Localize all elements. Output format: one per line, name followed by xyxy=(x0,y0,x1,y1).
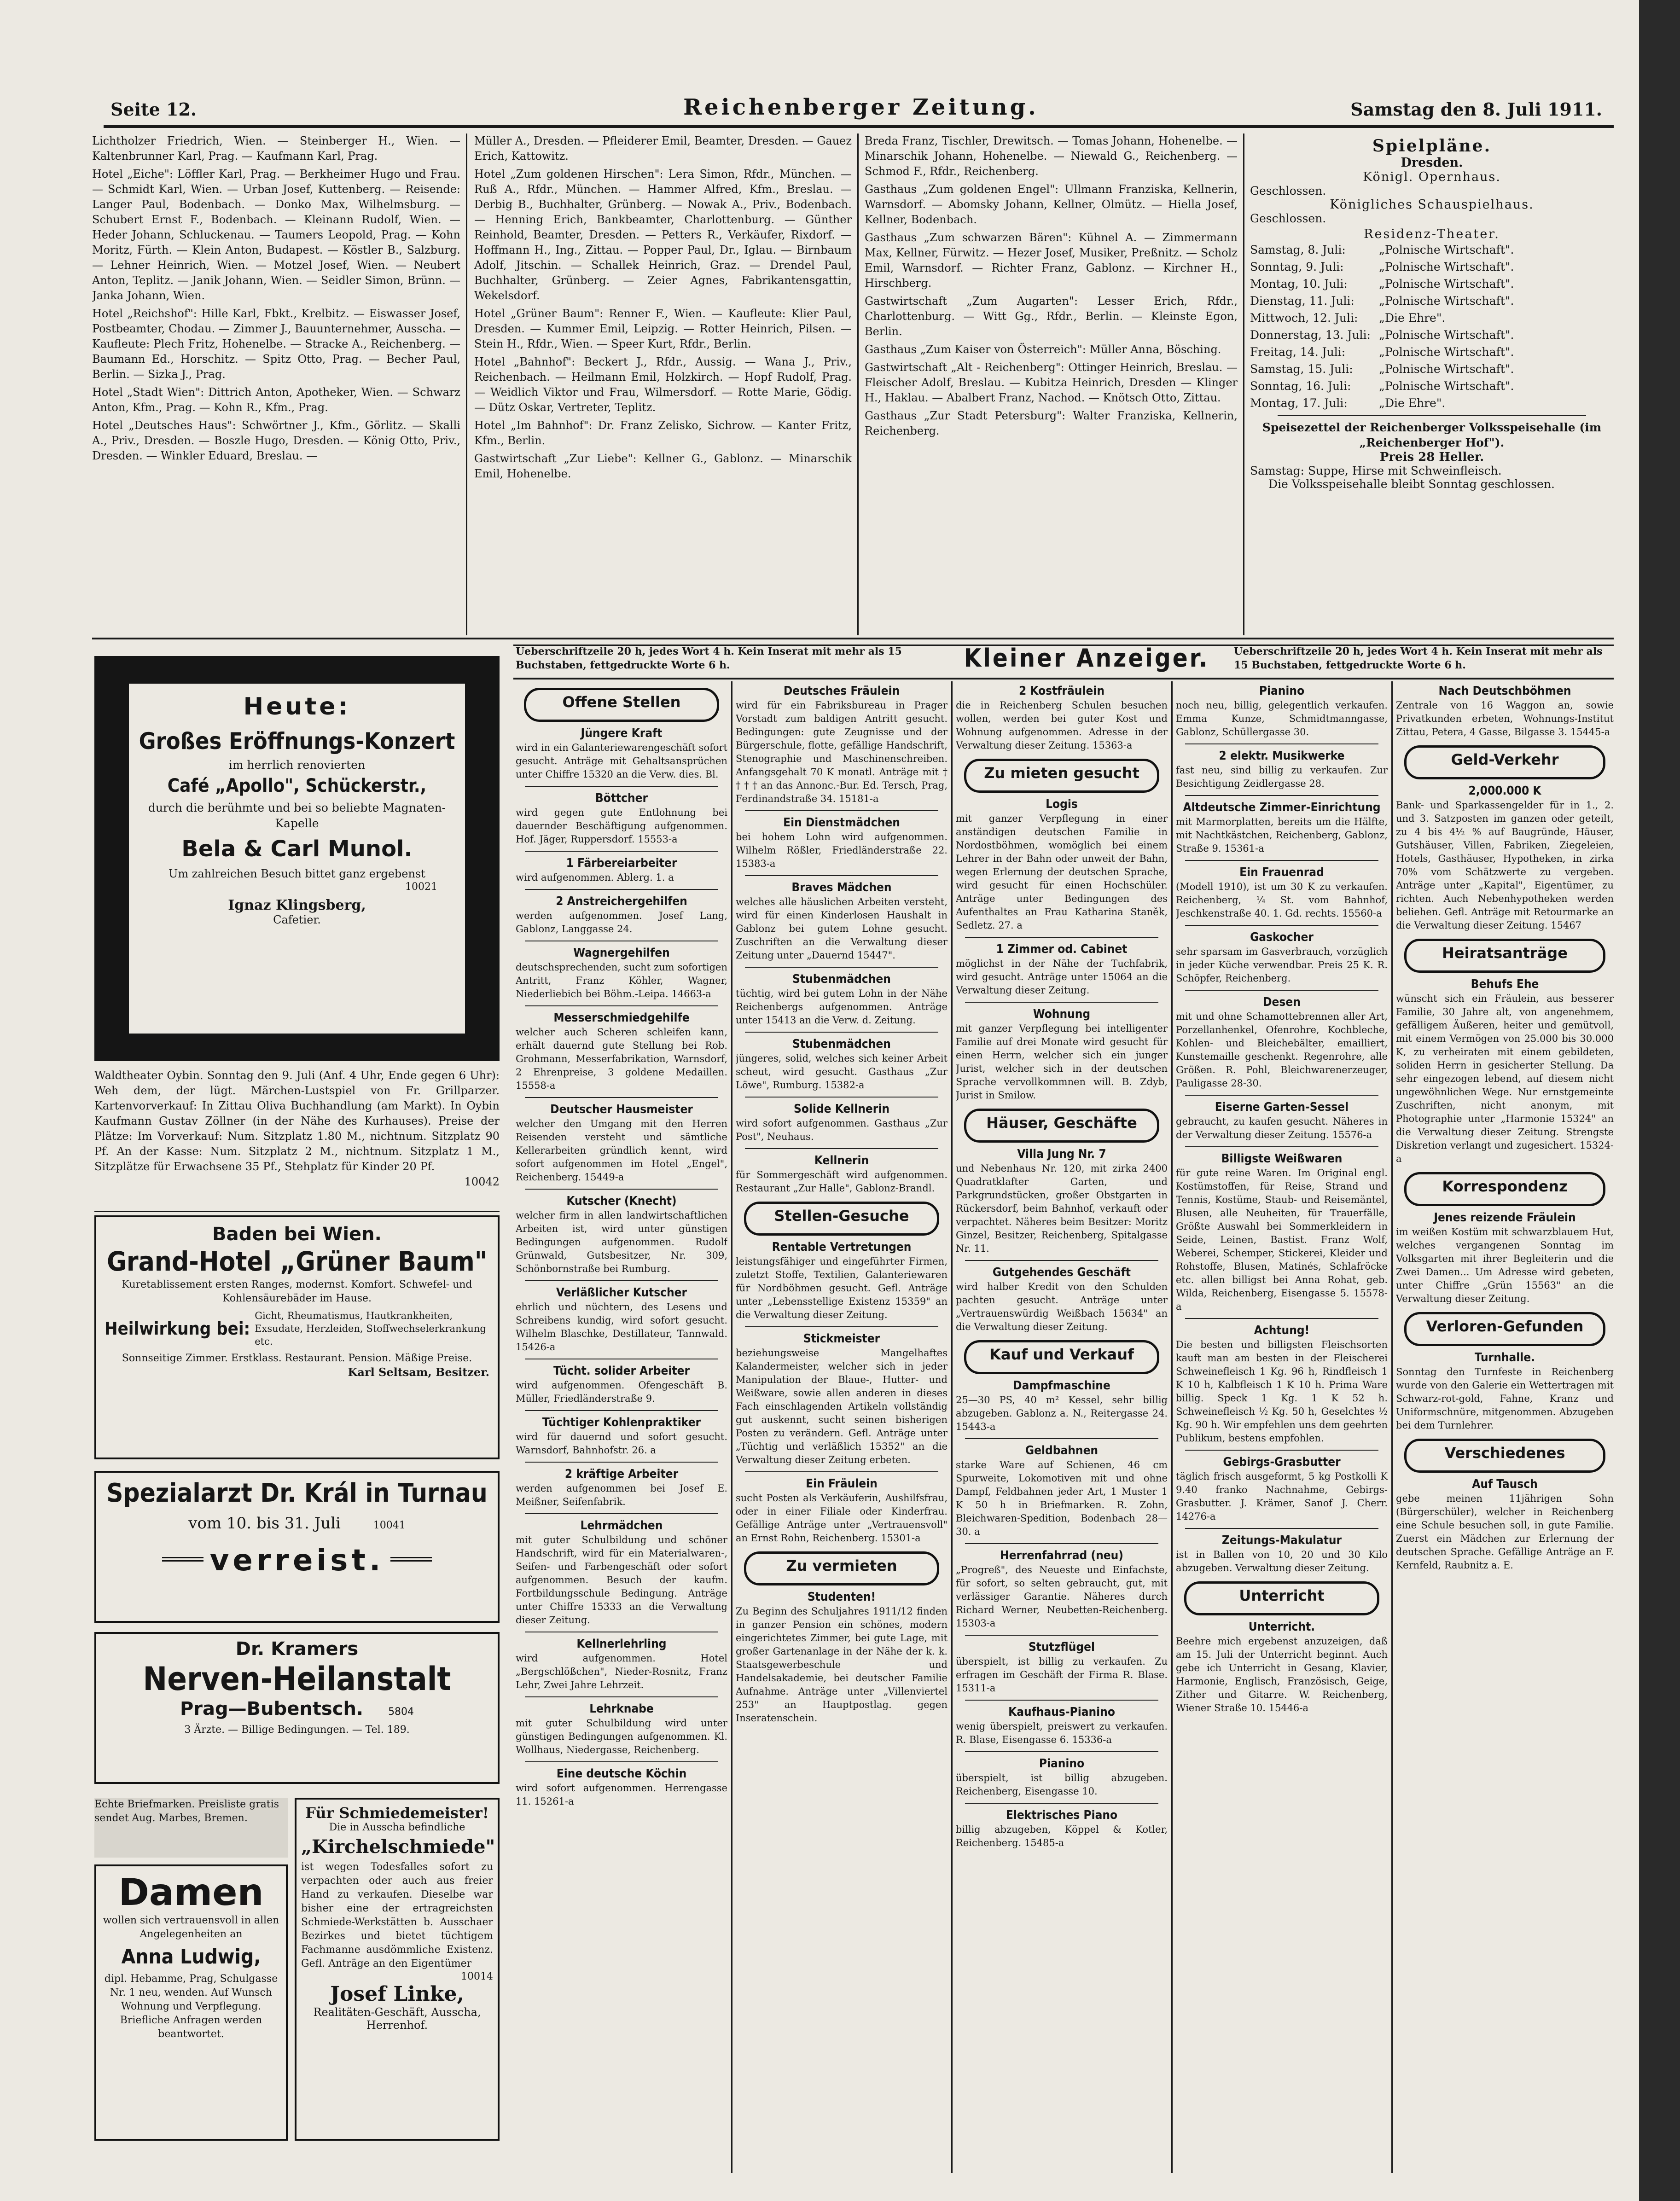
divider xyxy=(745,1326,938,1327)
ad-headline: Jenes reizende Fräulein xyxy=(1434,1211,1576,1225)
ad-text: starke Ware auf Schienen, 46 cm Spurweite, Lokomotiven mit und ohne Dampf, Feldbahnen jeder Art, 1 Muster 1 K 50 h in Briefmarken. R. Zohn, Bleichwaren-Spedition, Bodenbach 28—30. a xyxy=(956,1459,1168,1537)
divider xyxy=(525,1696,718,1697)
section-heading: Verschiedenes xyxy=(1404,1439,1605,1473)
schedule-row: Samstag, 8. Juli: „Polnische Wirtschaft". xyxy=(1250,243,1514,256)
schedule-row: Donnerstag, 13. Juli: „Polnische Wirtschaft". xyxy=(1250,328,1514,342)
ad-headline: Billigste Weißwaren xyxy=(1221,1152,1343,1166)
baden-heilwirkung: Heilwirkung bei: xyxy=(105,1318,250,1339)
ad-headline: Eiserne Garten-Sessel xyxy=(1215,1100,1349,1114)
divider xyxy=(1185,1450,1378,1451)
ad-text: wird halber Kredit von den Schulden pachten gesucht. Anträge unter „Vertrauenswürdig Weißbach 15634" an die Verwaltung dieser Zeitung. xyxy=(956,1281,1168,1332)
divider xyxy=(1185,1095,1378,1096)
ad-headline: Jüngere Kraft xyxy=(581,726,663,740)
ad-text: Zu Beginn des Schuljahres 1911/12 finden in ganzer Pension ein schönes, modern eingerichtetes Zimmer, bei gute Lage, mit großer Gartenanlage in der Nähe der k. k. Staatsgewerbeschule und Handelsakademie, bei deutscher Familie Aufnahme. Anträge unter „Villenviertel 253" an Hauptpostlag. gegen Inseratenschein. xyxy=(736,1606,948,1724)
list-item: Gasthaus „Zum schwarzen Bären": Kühnel A. — Zimmermann Max, Kellner, Fürwitz. — Hezer Josef, Musiker, Preßnitz. — Scholz Emil, Warnsdorf. — Richter Franz, Gablonz. — Kirchner H., Hirschberg. xyxy=(865,231,1238,290)
ad-headline: Verläßlicher Kutscher xyxy=(556,1286,687,1300)
ad-text: sucht Posten als Verkäuferin, Aushilfsfrau, oder in einer Filiale oder Kinderfrau. Gefällige Anträge unter „Vertrauensvoll" an Ernst Rohn, Reichenberg. 15301-a xyxy=(736,1492,948,1544)
list-item: Breda Franz, Tischler, Drewitsch. — Tomas Johann, Hohenelbe. — Minarschik Johann, Hohenelbe. — Niewald G., Reichenberg. — Schmod F., Rfdr., Reichenberg. xyxy=(865,134,1238,178)
ad-text: welches alle häuslichen Arbeiten versteht, wird für einen Kinderlosen Haushalt in Gablonz bei gutem Lohne gesucht. Zuschriften an die Verwaltung dieser Zeitung unter „Dauernd 15447". xyxy=(736,896,948,961)
divider xyxy=(525,786,718,787)
divider xyxy=(745,1471,938,1472)
ad-headline: 1 Färbereiarbeiter xyxy=(566,856,677,870)
page-number: Seite 12. xyxy=(110,99,197,120)
ad-text: täglich frisch ausgeformt, 5 kg Postkolli K 9.40 franko Nachnahme, Gebirgs-Grasbutter. J. Krämer, Sanof J. Cherr. 14276-a xyxy=(1176,1471,1388,1522)
kramer-ref: 5804 xyxy=(388,1706,414,1718)
section-heading: Geld-Verkehr xyxy=(1404,745,1605,779)
classified-col-5 xyxy=(1396,681,1614,2173)
list-item: Gasthaus „Zur Stadt Petersburg": Walter Franziska, Kellnerin, Reichenberg. xyxy=(865,409,1238,437)
section-heading: Häuser, Geschäfte xyxy=(964,1109,1159,1143)
ad-headline: Deutsches Fräulein xyxy=(783,684,900,698)
ad-headline: Ein Frauenrad xyxy=(1239,865,1324,879)
guest-list-col3 xyxy=(865,134,1238,635)
ad-headline: 2 kräftige Arbeiter xyxy=(564,1467,679,1481)
ad-headline: Braves Mädchen xyxy=(791,881,892,894)
schmiede-text2: ist wegen Todesfalles sofort zu verpachten oder auch aus freier Hand zu verkaufen. Dieselbe war bisher eine der ertragreichsten Schmiede-Werkstätten b. Ausschaer Bezirkes und bietet tüchtigem Fachmanne ausdömmliche Existenz. Gefl. Anträge an den Eigentümer xyxy=(301,1861,493,1969)
divider xyxy=(525,1761,718,1762)
list-item: Hotel „Stadt Wien": Dittrich Anton, Apotheker, Wien. — Schwarz Anton, Kfm., Prag. — Kohn R., Kfm., Prag. xyxy=(92,386,460,414)
ad-text: wird aufgenommen. Ofengeschäft B. Müller, Friedländerstraße 9. xyxy=(516,1380,727,1404)
ad-headline: Tücht. solider Arbeiter xyxy=(553,1364,690,1378)
ad-headline: 2 elektr. Musikwerke xyxy=(1219,749,1345,763)
ad-text: fast neu, sind billig zu verkaufen. Zur Besichtigung Zeidlergasse 28. xyxy=(1176,765,1388,789)
guest-list-col1 xyxy=(92,134,460,635)
list-item: Gastwirtschaft „Zur Liebe": Kellner G., Gablonz. — Minarschik Emil, Hohenelbe. xyxy=(474,452,852,480)
ad-headline: Zeitungs-Makulatur xyxy=(1221,1533,1342,1547)
list-item: Hotel „Deutsches Haus": Schwörtner J., Kfm., Görlitz. — Skalli A., Priv., Dresden. — Boszle Hugo, Dresden. — König Otto, Priv., Dresden. — Winkler Eduard, Breslau. — xyxy=(92,419,460,462)
divider xyxy=(1185,1146,1378,1147)
ad-headline: Geldbahnen xyxy=(1025,1444,1099,1458)
ad-text: möglichst in der Nähe der Tuchfabrik, wird gesucht. Anträge unter 15064 an die Verwaltung dieser Zeitung. xyxy=(956,958,1168,996)
ad-text: werden aufgenommen bei Josef E. Meißner, Seifenfabrik. xyxy=(516,1483,727,1507)
baden-heil-text: Gicht, Rheumatismus, Hautkrankheiten, Exsudate, Herzleiden, Stoffwechselerkrankung etc. xyxy=(255,1310,486,1347)
divider xyxy=(965,1438,1158,1439)
schmiede-title: Für Schmiedemeister! xyxy=(305,1804,489,1822)
ad-headline: Altdeutsche Zimmer-Einrichtung xyxy=(1183,801,1381,814)
divider xyxy=(1185,1528,1378,1529)
ad-text: wird aufgenommen. Hotel „Bergschlößchen", Nieder-Rosnitz, Franz Lehr, Zwei Jahre Lehrzeit. xyxy=(516,1653,727,1690)
damen-name: Anna Ludwig, xyxy=(121,1945,261,1969)
divider xyxy=(965,937,1158,938)
ad-headline: Stubenmädchen xyxy=(792,1037,891,1051)
schedule-row: Mittwoch, 12. Juli: „Die Ehre". xyxy=(1250,311,1446,325)
ad-text: wünscht sich ein Fräulein, aus besserer Familie, 30 Jahre alt, von angenehmem, gefälligem Äußeren, heiter und gemütvoll, mit einem Vermögen von 25.000 bis 30.000 K, zu verheiraten mit einem gebildeten, soliden Herrn in gesicherter Stellung. Da sehr eingezogen lebend, auf diesem nicht ungewöhnlichen Wege. Nur ernstgemeinte Zuschriften, nicht anonym, mit Photographie unter „Harmonie 15324" an die Verwaltung dieser Zeitung. Strengste Diskretion verlangt und zugesichert. 15324-a xyxy=(1396,993,1614,1164)
section-heading: Unterricht xyxy=(1184,1581,1379,1615)
ad-rule xyxy=(94,1211,500,1212)
ad-text: mit und ohne Schamottebrennen aller Art, Porzellanhenkel, Ofenrohre, Kochbleche, Kohlen- und Bleichebälter, emailliert, Kunstemaille geschenkt. Regenrohre, alle Größen. R. Pohl, Bleichwarenerzeuger, Pauligasse 28-30. xyxy=(1176,1011,1388,1089)
ad-text: wird aufgenommen. Ablerg. 1. a xyxy=(516,872,674,883)
ad-headline: Dampfmaschine xyxy=(1013,1379,1110,1393)
concert-sub: im herrlich renovierten xyxy=(228,758,366,772)
list-item: Gasthaus „Zum goldenen Engel": Ullmann Franziska, Kellnerin, Warnsdorf. — Abomsky Johann, Kellner, Olmütz. — Hiella Josef, Kellner, Bodenbach. xyxy=(865,183,1238,226)
schedule-title: Spielpläne. xyxy=(1372,136,1492,156)
schmiede-owner2: Realitäten-Geschäft, Ausscha, Herrenhof. xyxy=(313,2006,481,2032)
ad-headline: Elektrisches Piano xyxy=(1006,1808,1118,1822)
ad-text: werden aufgenommen. Josef Lang, Gablonz, Langgasse 24. xyxy=(516,910,727,935)
section-heading: Heiratsanträge xyxy=(1404,939,1605,973)
concert-owner: Ignaz Klingsberg, xyxy=(228,897,366,913)
schedule-row: Sonntag, 9. Juli: „Polnische Wirtschaft". xyxy=(1250,260,1514,273)
schedule-row: Dienstag, 11. Juli: „Polnische Wirtschaft". xyxy=(1250,294,1514,308)
divider xyxy=(1278,415,1586,416)
masthead: Reichenberger Zeitung. xyxy=(683,94,1039,120)
divider xyxy=(965,1700,1158,1701)
ad-text: deutschsprechenden, sucht zum sofortigen Antritt, Franz Köhler, Wagner, Niederliebich bei Böhm.-Leipa. 14663-a xyxy=(516,962,727,999)
baden-city: Baden bei Wien. xyxy=(212,1224,382,1245)
ad-headline: Lehrknabe xyxy=(589,1702,654,1716)
divider xyxy=(965,1002,1158,1003)
ad-text: wird für ein Fabriksbureau in Prager Vorstadt zum baldigen Antritt gesucht. Bedingungen: gute Zeugnisse und der Bürgerschule, flotte, gefällige Handschrift, Stenographie und Maschinenschreiben. Anfangsgehalt 70 K monatl. Anträge mit † † † † an das Annonc.-Bur. Ed. Tersch, Prag, Ferdinandstraße 34. 15181-a xyxy=(736,700,948,804)
column-rule xyxy=(857,134,859,635)
divider xyxy=(1185,795,1378,796)
guest-list-col2 xyxy=(474,134,852,635)
ad-text: ist in Ballen von 10, 20 und 30 Kilo abzugeben. Verwaltung dieser Zeitung. xyxy=(1176,1549,1388,1574)
divider xyxy=(1185,860,1378,861)
list-item: Gastwirtschaft „Alt - Reichenberg": Ottinger Heinrich, Breslau. — Fleischer Adolf, Breslau. — Kubitza Heinrich, Dresden — Klinger H., Haklau. — Abalbert Franz, Nachod. — Knötsch Otto, Zittau. xyxy=(865,361,1238,404)
ad-headline: 2 Anstreichergehilfen xyxy=(556,894,687,908)
ad-headline: Villa Jung Nr. 7 xyxy=(1017,1147,1106,1161)
ad-text: wird in ein Galanteriewarengeschäft sofort gesucht. Anträge mit Gehaltsansprüchen unter Chiffre 15320 an die Verw. dies. Bl. xyxy=(516,742,727,780)
concert-request: Um zahlreichen Besuch bittet ganz ergebenst xyxy=(169,867,425,880)
ad-text: jüngeres, solid, welches sich keiner Arbeit scheut, wird gesucht. Gasthaus „Zur Löwe", Rumburg. 15382-a xyxy=(736,1053,948,1091)
divider xyxy=(965,1803,1158,1804)
list-item: Müller A., Dresden. — Pfleiderer Emil, Beamter, Dresden. — Gauez Erich, Kattowitz. xyxy=(474,134,852,163)
ad-text: Zentrale von 16 Waggon an, sowie Privatkunden erbeten, Wohnungs-Institut Zittau, Petera, 4 Gasse, Bilgasse 3. 15445-a xyxy=(1396,700,1614,738)
ad-headline: Behufs Ehe xyxy=(1471,977,1539,991)
ad-text: bei hohem Lohn wird aufgenommen. Wilhelm Rößler, Friedländerstraße 22. 15383-a xyxy=(736,831,948,869)
ad-text: noch neu, billig, gelegentlich verkaufen. Emma Kunze, Schmidtmanngasse, Gablonz, Schüllergasse 30. xyxy=(1176,700,1388,738)
ad-headline: Desen xyxy=(1263,995,1301,1009)
ad-headline: 2,000.000 K xyxy=(1468,784,1541,798)
ad-text: wird sofort aufgenommen. Gasthaus „Zur Post", Neuhaus. xyxy=(736,1118,948,1142)
ad-text: Bank- und Sparkassengelder für in 1., 2. und 3. Satzposten im ganzen oder geteilt, zu 4 bis 4½ % auf Baugründe, Häuser, Gutshäuser, Villen, Fabriken, Ziegeleien, Hotels, Gasthäuser, Hypotheken, in zirka 70% vom Schätzwerte zu vergeben. Anträge unter „Kapital", Eigentümer, zu richten. Auch Nebenhypotheken werden beliehen. Gefl. Anträge mit Retourmarke an die Verwaltung dieser Zeitung. 15467 xyxy=(1396,800,1614,931)
concert-by: durch die berühmte und bei so beliebte Magnaten-Kapelle xyxy=(148,801,446,830)
ad-text: für gute reine Waren. Im Original engl. Kostümstoffen, für Reise, Strand und Tennis, Kostüme, Staub- und Reisemäntel, Blusen, alle Neuheiten, für Trauerfälle, Größte Auswahl bei Sommerkleidern in Seide, Leinen, Bastist. Franz Wolf, Weberei, Schemper, Stickerei, Kleider und Rohstoffe, Blusen, Matinés, Schlafröcke etc. allen billigst bei Anna Rohat, geb. Wilda, Reichenberg, Eisengasse 5. 15578-a xyxy=(1176,1167,1388,1312)
ad-headline: Auf Tausch xyxy=(1472,1477,1538,1491)
divider xyxy=(525,889,718,890)
ad-text: Sonntag den Turnfeste in Reichenberg wurde von den Galerie ein Wettertragen mit Schwarz-rot-gold, Fahne, Kranz und Uniformschnüre, mitgenommen. Abzugeben bei dem Turnlehrer. xyxy=(1396,1366,1614,1431)
divider xyxy=(1185,990,1378,991)
ad-text: Die besten und billigsten Fleischsorten kauft man am besten in der Fleischerei Schweinefleisch 1 Kg. 96 h, Rindfleisch 1 K 10 h, Kalbfleisch 1 K 10 h. Prima Ware billig. Speck 1 Kg. 1 K 52 h. Schweinefleisch ½ Kg. 50 h, Geselchtes ½ Kg. 90 h. Wir empfehlen uns dem geehrten Publikum, bestens empfohlen. xyxy=(1176,1339,1388,1444)
ad-text: wird gegen gute Entlohnung bei dauernder Beschäftigung aufgenommen. Hof. Jäger, Ruppersdorf. 15553-a xyxy=(516,807,727,845)
list-item: Hotel „Bahnhof": Beckert J., Rfdr., Aussig. — Wana J., Priv., Reichenbach. — Heilmann Emil, Holzkirch. — Hopf Rudolf, Prag. — Weidlich Viktor und Frau, Wilmersdorf. — Rotte Marie, Gödig. — Dütz Oskar, Vertreter, Teplitz. xyxy=(474,355,852,414)
kramer-ad xyxy=(94,1632,500,1784)
kramer-footer: 3 Ärzte. — Billige Bedingungen. — Tel. 189. xyxy=(184,1724,410,1736)
divider xyxy=(525,1462,718,1463)
divider xyxy=(745,1097,938,1098)
divider xyxy=(965,1260,1158,1261)
ad-text: welcher firm in allen landwirtschaftlichen Arbeiten ist, wird unter günstigen Bedingungen aufgenommen. Rudolf Grünwald, Gutsbesitzer, Nr. 309, Schönbornstraße bei Rumburg. xyxy=(516,1210,727,1274)
column-rule xyxy=(731,681,732,2173)
schmiede-ref: 10014 xyxy=(461,1971,493,1982)
ad-headline: Gebirgs-Grasbutter xyxy=(1223,1455,1341,1469)
ad-headline: 2 Kostfräulein xyxy=(1019,684,1104,698)
ad-text: ehrlich und nüchtern, des Lesens und Schreibens kundig, wird sofort gesucht. Wilhelm Blaschke, Destillateur, Tannwald. 15426-a xyxy=(516,1301,727,1353)
ad-text: „Progreß", des Neueste und Einfachste, für sofort, so selten gebraucht, gut, mit verlässiger Garantie. Näheres durch Richard Werner, Neubetten-Reichenberg. 15303-a xyxy=(956,1564,1168,1629)
column-rule xyxy=(951,681,953,2173)
baden-owner: Karl Seltsam, Besitzer. xyxy=(348,1365,489,1379)
ad-headline: Wohnung xyxy=(1033,1007,1091,1021)
concert-band: Bela & Carl Munol. xyxy=(181,836,413,862)
divider xyxy=(525,1410,718,1411)
ad-headline: Herrenfahrrad (neu) xyxy=(1000,1549,1123,1562)
section-heading: Kauf und Verkauf xyxy=(964,1340,1159,1374)
divider xyxy=(525,851,718,852)
baden-hotel-name: Grand-Hotel „Grüner Baum" xyxy=(107,1246,487,1277)
schmiede-owner: Josef Linke, xyxy=(330,1982,464,2006)
section-heading: Korrespondenz xyxy=(1404,1172,1605,1206)
column-rule xyxy=(466,134,467,635)
list-item: Hotel „Zum goldenen Hirschen": Lera Simon, Rfdr., München. — Ruß A., Rfdr., München. — Hammer Alfred, Kfm., Breslau. — Derbig B., Buchhalter, Grünberg. — Nowak A., Priv., Bodenbach. — Henning Erich, Bankbeamter, Charlottenburg. — Günther Reinhold, Beamter, Dresden. — Petters R., Verkäufer, Rixdorf. — Hoffmann H., Ing., Zittau. — Popper Paul, Dr., Iglau. — Birnbaum Adolf, Jitschin. — Schallek Heinrich, Graz. — Drendel Paul, Buchhalter, Grünberg. — Zeier Agnes, Fabrikantensgattin, Wekelsdorf. xyxy=(474,168,852,302)
schauspiel-status: Geschlossen. xyxy=(1250,212,1326,225)
ad-text: welcher auch Scheren schleifen kann, erhält dauernd gute Stellung bei Rob. Grohmann, Messerfabrikation, Warnsdorf, 2 Ehrenpreise, 3 goldene Medaillen. 15558-a xyxy=(516,1027,727,1091)
section-heading: Verloren-Gefunden xyxy=(1404,1312,1605,1346)
baden-line3: Sonnseitige Zimmer. Erstklass. Restaurant. Pension. Mäßige Preise. xyxy=(122,1353,472,1364)
ad-text: mit ganzer Verpflegung in einer anständigen deutschen Familie in Nordostböhmen, womöglich bei einem Lehrer in der Bahn oder unweit der Bahn, wegen Erlernung der deutschen Sprache, wird gesucht für einen Hochschüler. Anträge unter Bedingungen des Aufenthaltes an Frau Katharina Staněk, Sedletz. 27. a xyxy=(956,813,1168,931)
issue-date: Samstag den 8. Juli 1911. xyxy=(1350,99,1602,120)
speisezettel-menu: Samstag: Suppe, Hirse mit Schweinfleisch. xyxy=(1250,464,1502,477)
damen-text2: dipl. Hebamme, Prag, Schulgasse Nr. 1 neu, wenden. Auf Wunsch Wohnung und Verpflegung. Briefliche Anfragen werden beantwortet. xyxy=(104,1973,278,2040)
rates-note-right: Ueberschriftzeile 20 h, jedes Wort 4 h. Kein Inserat mit mehr als 15 Buchstaben, fettgedruckte Worte 6 h. xyxy=(1234,645,1603,671)
ad-headline: Gaskocher xyxy=(1250,930,1314,944)
divider xyxy=(525,1513,718,1514)
ad-text: tüchtig, wird bei gutem Lohn in der Nähe Reichenbergs aufgenommen. Anträge unter 15413 an die Verw. d. Zeitung. xyxy=(736,988,948,1026)
ad-text: gebe meinen 11jährigen Sohn (Bürgerschüler), welcher in Reichenberg eine Schule besuchen soll, in gute Familie. Zuerst ein Mädchen zur Erlernung der deutschen Sprache. Gefällige Anträge an F. Kernfeld, Raubnitz a. E. xyxy=(1396,1493,1614,1571)
list-item: Hotel „Grüner Baum": Renner F., Wien. — Kaufleute: Klier Paul, Dresden. — Kummer Emil, Leipzig. — Rotter Heinrich, Pilsen. — Stein H., Rfdr., Wien. — Speer Kurt, Rfdr., Berlin. xyxy=(474,307,852,350)
schauspiel-heading: Königliches Schauspielhaus. xyxy=(1330,197,1534,212)
ad-text: (Modell 1910), ist um 30 K zu verkaufen. Reichenberg, ¼ St. vom Bahnhof, Jeschkenstraße 40. 1. Gd. rechts. 15560-a xyxy=(1176,881,1388,919)
opera-heading: Königl. Opernhaus. xyxy=(1363,170,1501,184)
ad-text: billig abzugeben, Köppel & Kotler, Reichenberg. 15485-a xyxy=(956,1824,1168,1848)
divider xyxy=(1185,1318,1378,1319)
ad-headline: Ein Fräulein xyxy=(806,1477,878,1491)
damen-ad xyxy=(94,1864,288,2141)
ad-text: die in Reichenberg Schulen besuchen wollen, werden bei guter Kost und Wohnung aufgenommen. Adresse in der Verwaltung dieser Zeitung. 15363-a xyxy=(956,700,1168,751)
list-item: Hotel „Eiche": Löffler Karl, Prag. — Berkheimer Hugo und Frau. — Schmidt Karl, Wien. — Urban Josef, Kuttenberg. — Reisende: Langer Paul, Bodenbach. — Donko Max, Wilhelmsburg. — Schubert Ernst F., Bodenbach. — Kleinann Rudolf, Wien. — Heder Johann, Schluckenau. — Taumers Leopold, Prag. — Kohn Moritz, Fürth. — Klein Anton, Budapest. — Köstler B., Salzburg. — Lehner Heinrich, Wien. — Motzel Josef, Wien. — Neubert Anton, Teplitz. — Janik Johann, Wien. — Seidler Simon, Brünn. — Janka Johann, Wien. xyxy=(92,168,460,302)
ad-headline: Kellnerlehrling xyxy=(576,1637,667,1651)
section-heading: Offene Stellen xyxy=(524,688,719,722)
concert-ad xyxy=(94,656,500,1061)
concert-owner-role: Cafetier. xyxy=(273,913,321,926)
kramer-place: Prag—Bubentsch. xyxy=(180,1698,364,1719)
ad-text: und Nebenhaus Nr. 120, mit zirka 2400 Quadratklafter Garten, und Parkgrundstücken, großer Obstgarten in Rückersdorf, beim Bahnhof, verkauft oder verpachtet. Näheres beim Besitzer: Moritz Ginzel, Besitzer, Reichenberg, Spitalgasse Nr. 11. xyxy=(956,1163,1168,1254)
kleiner-anzeiger-title: Kleiner Anzeiger. xyxy=(964,644,1209,673)
divider xyxy=(1185,925,1378,926)
divider xyxy=(390,1557,432,1564)
theater-schedule xyxy=(1250,134,1614,635)
ad-text: im weißen Kostüm mit schwarzblauem Hut, welches vergangenen Sonntag im Volksgarten mit ihrer Begleiterin und die Zwei Damen... Um Adresse wird gebeten, unter Chiffre „Grün 15563" an die Verwaltung dieser Zeitung. xyxy=(1396,1226,1614,1304)
ad-headline: Pianino xyxy=(1039,1757,1085,1771)
divider xyxy=(745,875,938,876)
divider xyxy=(745,1032,938,1033)
speisezettel-title: Speisezettel der Reichenberger Volksspeisehalle (im „Reichenberger Hof"). xyxy=(1262,421,1602,449)
ad-text: wird für dauernd und sofort gesucht. Warnsdorf, Bahnhofstr. 26. a xyxy=(516,1431,727,1456)
ad-headline: Tüchtiger Kohlenpraktiker xyxy=(542,1416,701,1429)
divider xyxy=(1185,743,1378,744)
ad-text: mit guter Schulbildung und schöner Handschrift, wird für ein Materialwaren-, Seifen- und Farbengeschäft oder sofort aufgenommen. Besuch der kaufm. Fortbildungsschule Bedingung. Anträge unter Chiffre 15333 an die Verwaltung dieser Zeitung. xyxy=(516,1534,727,1626)
list-item: Hotel „Im Bahnhof": Dr. Franz Zelisko, Sichrow. — Kanter Fritz, Kfm., Berlin. xyxy=(474,419,852,447)
ad-text: für Sommergeschäft wird aufgenommen. Restaurant „Zur Halle", Gablonz-Brandl. xyxy=(736,1169,948,1194)
divider xyxy=(525,1097,718,1098)
classified-rule xyxy=(513,678,1614,679)
schedule-city: Dresden. xyxy=(1401,156,1463,170)
schedule-row: Montag, 10. Juli: „Polnische Wirtschaft". xyxy=(1250,277,1514,290)
classified-col-3 xyxy=(956,681,1168,2173)
column-rule xyxy=(1243,134,1244,635)
section-heading: Zu mieten gesucht xyxy=(964,759,1159,793)
section-heading: Stellen-Gesuche xyxy=(744,1202,939,1236)
concert-ref: 10021 xyxy=(405,881,437,893)
schmiede-text: Die in Ausscha befindliche xyxy=(329,1822,465,1833)
divider xyxy=(965,1543,1158,1544)
ad-text: Beehre mich ergebenst anzuzeigen, daß am 15. Juli der Unterricht beginnt. Auch gebe ich Unterricht in Gesang, Klavier, Harmonie, Englisch, Französisch, Geige, Zither und Gitarre. W. Reichenberg, Wiener Straße 10. 15446-a xyxy=(1176,1636,1388,1713)
waldtheater-ref: 10042 xyxy=(464,1175,500,1188)
schedule-row: Freitag, 14. Juli: „Polnische Wirtschaft". xyxy=(1250,345,1514,359)
kral-title: Spezialarzt Dr. Král in Turnau xyxy=(106,1478,488,1508)
column-rule xyxy=(1171,681,1173,2173)
concert-heute: Heute: xyxy=(243,693,351,720)
concert-ad-inner xyxy=(129,684,465,1034)
header-rule xyxy=(104,125,1614,128)
ad-headline: Gutgehendes Geschäft xyxy=(992,1266,1131,1279)
rates-note-left: Ueberschriftzeile 20 h, jedes Wort 4 h. Kein Inserat mit mehr als 15 Buchstaben, fettgedruckte Worte 6 h. xyxy=(516,645,902,671)
ad-headline: Achtung! xyxy=(1254,1324,1310,1337)
ad-text: gebraucht, zu kaufen gesucht. Näheres in der Verwaltung dieser Zeitung. 15576-a xyxy=(1176,1116,1388,1140)
divider xyxy=(965,1635,1158,1636)
ad-text: welcher den Umgang mit den Herren Reisenden versteht und sämtliche Kellerarbeiten gründlich kennt, wird sofort aufgenommen im Hotel „Engel", Reichenberg. 15449-a xyxy=(516,1118,727,1183)
ad-text: sehr sparsam im Gasverbrauch, vorzüglich in jeder Küche verwendbar. Preis 25 K. R. Schöpfer, Reichenberg. xyxy=(1176,946,1388,984)
divider xyxy=(525,1189,718,1190)
ad-headline: Stickmeister xyxy=(803,1332,880,1346)
kral-ad xyxy=(94,1471,500,1623)
ad-headline: Wagnergehilfen xyxy=(573,946,670,960)
ad-headline: 1 Zimmer od. Cabinet xyxy=(996,942,1128,956)
schedule-row: Samstag, 15. Juli: „Polnische Wirtschaft". xyxy=(1250,362,1514,376)
list-item: Gastwirtschaft „Zum Augarten": Lesser Erich, Rfdr., Charlottenburg. — Witt Gg., Rfdr., Berlin. — Kleinste Egon, Berlin. xyxy=(865,295,1238,338)
ad-headline: Solide Kellnerin xyxy=(794,1102,889,1116)
list-item: Gasthaus „Zum Kaiser von Österreich": Müller Anna, Bösching. xyxy=(865,343,1221,356)
ad-text: wird sofort aufgenommen. Herrengasse 11. 15261-a xyxy=(516,1783,727,1807)
divider xyxy=(965,1751,1158,1752)
residenz-heading: Residenz-Theater. xyxy=(1364,227,1500,241)
damen-title: Damen xyxy=(118,1871,264,1914)
schedule-row: Sonntag, 16. Juli: „Polnische Wirtschaft". xyxy=(1250,379,1514,393)
ad-headline: Messerschmiedgehilfe xyxy=(553,1011,690,1025)
ad-headline: Rentable Vertretungen xyxy=(772,1240,912,1254)
divider xyxy=(525,1280,718,1281)
divider xyxy=(745,967,938,968)
kral-dates: vom 10. bis 31. Juli xyxy=(188,1514,341,1533)
schmiede-ad xyxy=(295,1798,500,2141)
classified-col-1 xyxy=(516,681,727,2173)
ad-headline: Unterricht. xyxy=(1248,1620,1315,1634)
ad-text: mit Marmorplatten, bereits um die Hälfte, mit Nachtkästchen, Reichenberg, Gablonz, Straße 9. 15361-a xyxy=(1176,816,1388,854)
ad-headline: Böttcher xyxy=(595,791,648,805)
kral-ref: 10041 xyxy=(373,1520,406,1531)
kramer-line1: Dr. Kramers xyxy=(235,1638,359,1660)
ad-headline: Ein Dienstmädchen xyxy=(783,816,900,830)
ad-headline: Kutscher (Knecht) xyxy=(566,1194,677,1208)
ad-headline: Logis xyxy=(1046,797,1078,811)
ad-headline: Kellnerin xyxy=(814,1154,869,1167)
speisezettel-note: Die Volksspeisehalle bleibt Sonntag geschlossen. xyxy=(1268,477,1555,491)
opera-status: Geschlossen. xyxy=(1250,184,1326,197)
schedule-list xyxy=(1250,241,1614,412)
briefmarken-ad: Echte Briefmarken. Preisliste gratis sendet Aug. Marbes, Bremen. xyxy=(94,1798,288,1858)
ad-headline: Eine deutsche Köchin xyxy=(556,1767,687,1781)
ad-headline: Nach Deutschböhmen xyxy=(1438,684,1571,698)
schmiede-name: „Kirchelschmiede" xyxy=(301,1836,495,1858)
concert-title: Großes Eröffnungs-Konzert xyxy=(139,728,455,755)
scan-edge xyxy=(1639,0,1680,2201)
ad-text: mit guter Schulbildung wird unter günstigen Bedingungen aufgenommen. Kl. Wollhaus, Niedergasse, Reichenberg. xyxy=(516,1718,727,1755)
ad-headline: Lehrmädchen xyxy=(580,1519,663,1533)
classified-col-4 xyxy=(1176,681,1388,2173)
divider xyxy=(162,1557,203,1564)
kramer-title: Nerven-Heilanstalt xyxy=(143,1660,451,1698)
divider xyxy=(525,1005,718,1006)
column-rule xyxy=(1391,681,1393,2173)
classified-col-2 xyxy=(736,681,948,2173)
ad-headline: Stutzflügel xyxy=(1028,1640,1095,1654)
schedule-row: Montag, 17. Juli: „Die Ehre". xyxy=(1250,396,1446,410)
concert-cafe: Café „Apollo", Schückerstr., xyxy=(167,775,427,796)
baden-line1: Kuretablissement ersten Ranges, modernst. Komfort. Schwefel- und Kohlensäurebäder im Hause. xyxy=(122,1279,472,1304)
ad-headline: Pianino xyxy=(1259,684,1305,698)
ad-text: mit ganzer Verpflegung bei intelligenter Familie auf drei Monate wird gesucht für einen Herrn, welcher sich ein junger Jurist, welcher sich in der deutschen Sprache vervollkommnen will. B. Zdyb, Jurist in Smilow. xyxy=(956,1023,1168,1101)
ad-headline: Studenten! xyxy=(807,1590,876,1604)
ad-headline: Kaufhaus-Pianino xyxy=(1008,1705,1115,1719)
section-heading: Zu vermieten xyxy=(744,1551,939,1585)
ad-headline: Stubenmädchen xyxy=(792,972,891,986)
waldtheater-ad: Waldtheater Oybin. Sonntag den 9. Juli (Anf. 4 Uhr, Ende gegen 6 Uhr): Weh dem, der lügt. Märchen-Lustspiel von Fr. Grillparzer. Kartenvorverkauf: In Zittau Oliva Buchhandlung (am Markt). In Oybin Kaufmann Gustav Zöllner (in der Nähe des Kurhauses). Preise der Plätze: Im Vorverkauf: Num. Sitzplatz 1.80 M., nichtnum. Sitzplatz 90 Pf. An der Kasse: Num. Sitzplatz 2 M., nichtnum. Sitzplatz 1 M., Sitzplätze für Erwachsene 35 Pf., Stehplatz für Kinder 20 Pf. 10042 xyxy=(94,1068,500,1206)
divider xyxy=(745,810,938,811)
damen-text: wollen sich vertrauensvoll in allen Angelegenheiten an xyxy=(103,1915,279,1940)
ad-text: 25—30 PS, 40 m² Kessel, sehr billig abzugeben. Gablonz a. N., Reitergasse 24. 15443-a xyxy=(956,1394,1168,1432)
divider xyxy=(745,1148,938,1149)
baden-hotel-ad xyxy=(94,1215,500,1459)
ad-text: wenig überspielt, preiswert zu verkaufen. R. Blase, Eisengasse 6. 15336-a xyxy=(956,1721,1168,1745)
list-item: Lichtholzer Friedrich, Wien. — Steinberger H., Wien. — Kaltenbrunner Karl, Prag. — Kaufmann Karl, Prag. xyxy=(92,134,460,163)
ad-headline: Turnhalle. xyxy=(1474,1351,1535,1365)
section-rule xyxy=(92,638,1614,639)
list-item: Hotel „Reichshof": Hille Karl, Fbkt., Krelbitz. — Eiswasser Josef, Postbeamter, Chodau. — Zimmer J., Bauunternehmer, Ausscha. — Kaufleute: Plech Fritz, Hohenelbe. — Stracke A., Reichenberg. — Baumann Ed., Horschitz. — Spitz Otto, Prag. — Becher Paul, Berlin. — Sizka J., Prag. xyxy=(92,307,460,381)
kral-status: verreist. xyxy=(209,1544,384,1578)
ad-headline: Deutscher Hausmeister xyxy=(550,1103,693,1116)
speisezettel-price: Preis 28 Heller. xyxy=(1379,450,1484,464)
ad-text: leistungsfähiger und eingeführter Firmen, zuletzt Stoffe, Textilien, Galanteriewaren für Nordböhmen gesucht. Gefl. Anträge unter „Lebensstellige Existenz 15359" an die Verwaltung dieser Zeitung. xyxy=(736,1256,948,1320)
ad-text: beziehungsweise Mangelhaftes Kalandermeister, welcher sich in jeder Manipulation der Blaue-, Hutter- und Weißware, sowie allen anderen in dieses Fach einschlagenden Artikeln vollständig gut auskennt, sucht seinen bisherigen Posten zu verändern. Gefl. Anträge unter „Tüchtig und verläßlich 15352" an die Verwaltung dieser Zeitung erbeten. xyxy=(736,1347,948,1465)
ad-text: überspielt, ist billig zu verkaufen. Zu erfragen im Geschäft der Firma R. Blase. 15311-a xyxy=(956,1656,1168,1694)
ad-text: überspielt, ist billig abzugeben. Reichenberg, Eisengasse 10. xyxy=(956,1772,1168,1797)
